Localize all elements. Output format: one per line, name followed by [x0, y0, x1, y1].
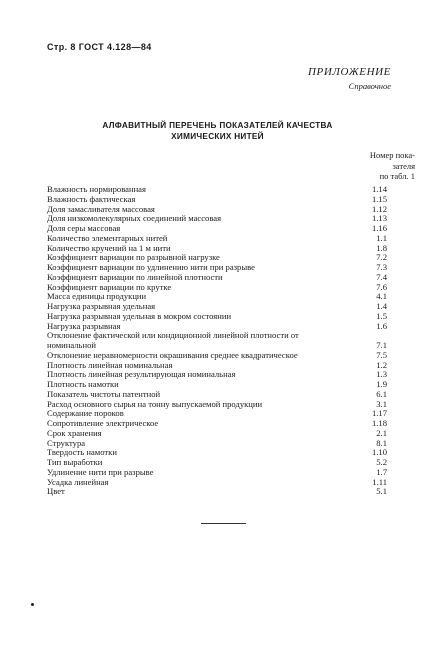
- item-name: Сопротивление электрическое: [47, 418, 159, 428]
- list-item: [47, 478, 387, 488]
- item-ref: 1.15: [371, 193, 387, 204]
- item-name: Показатель чистоты патентной: [47, 388, 161, 399]
- item-ref: 7.2: [376, 252, 387, 263]
- item-name: Нагрузка разрывная: [47, 320, 121, 331]
- item-name: Срок хранения: [47, 427, 102, 438]
- list-item: [47, 429, 387, 439]
- item-name: Расход основного сырья на тонну выпускаемой продукции: [47, 398, 263, 409]
- list-item: [47, 331, 387, 351]
- item-ref: 1.8: [376, 242, 387, 253]
- column-header-line-3: по табл. 1: [379, 171, 415, 181]
- indicator-list: [47, 185, 387, 497]
- item-ref: 1.16: [371, 223, 387, 233]
- item-name: Цвет: [47, 486, 65, 497]
- item-name: Доля серы массовая: [47, 223, 121, 233]
- item-name: Количество элементарных нитей: [47, 232, 168, 243]
- item-ref: 3.1: [376, 398, 387, 409]
- item-name: Структура: [47, 437, 86, 448]
- item-ref: 1.14: [371, 184, 387, 194]
- list-item: [47, 487, 387, 497]
- item-ref: 1.10: [371, 447, 387, 458]
- item-name: Нагрузка разрывная удельная: [47, 301, 156, 311]
- item-ref: 7.4: [376, 271, 387, 282]
- item-name: Коэффициент вариации по линейной плотности: [47, 271, 223, 282]
- item-name: Коэффициент вариации по крутке: [47, 281, 172, 292]
- item-name: Содержание пороков: [47, 408, 124, 419]
- item-name: Усадка линейная: [47, 476, 109, 487]
- item-ref: 1.9: [376, 379, 387, 389]
- scan-mark: [31, 603, 34, 606]
- item-ref: 1.2: [376, 359, 387, 370]
- item-ref: 1.11: [372, 476, 387, 487]
- item-ref: 1.12: [371, 203, 387, 214]
- item-name: Масса единицы продукции: [47, 291, 147, 302]
- item-ref: 5.1: [376, 486, 387, 497]
- item-ref: 1.17: [371, 408, 387, 419]
- item-ref: 4.1: [376, 291, 387, 302]
- page-header: Стр. 8 ГОСТ 4.128—84: [47, 42, 152, 52]
- item-name: Нагрузка разрывная удельная в мокром состоянии: [47, 310, 232, 321]
- item-name: Тип выработки: [47, 457, 103, 467]
- item-name: Коэффициент вариации по удлинению нити при разрыве: [47, 262, 255, 272]
- item-ref: 7.3: [376, 262, 387, 272]
- item-name: Коэффициент вариации по разрывной нагрузке: [47, 252, 220, 263]
- item-ref: 6.1: [376, 388, 387, 399]
- column-header-line-2: зателя: [392, 160, 415, 171]
- item-ref: 7.5: [376, 349, 387, 360]
- item-name: Плотность линейная результирующая номинальная: [47, 369, 236, 380]
- item-ref: 1.13: [371, 213, 387, 224]
- item-name: Удлинение нити при разрыве: [47, 466, 154, 477]
- item-ref: 1.4: [376, 301, 387, 311]
- title-line-1: АЛФАВИТНЫЙ ПЕРЕЧЕНЬ ПОКАЗАТЕЛЕЙ КАЧЕСТВА: [102, 121, 333, 130]
- item-ref: 1.7: [376, 466, 387, 477]
- item-ref: 7.6: [376, 281, 387, 292]
- item-ref: 1.5: [376, 310, 387, 321]
- item-ref: 1.18: [371, 418, 387, 428]
- item-name: Доля низкомолекулярных соединений массовая: [47, 213, 222, 224]
- end-divider: [201, 523, 246, 524]
- item-name: Отклонение фактической или кондиционной линейной плотности от номинальной: [47, 330, 299, 350]
- item-name: Твердость намотки: [47, 447, 117, 458]
- item-ref: 7.1: [376, 340, 387, 350]
- appendix-subtitle: Справочное: [348, 81, 391, 91]
- item-name: Количество кручений на 1 м нити: [47, 242, 171, 253]
- item-name: Плотность намотки: [47, 379, 119, 389]
- item-ref: 2.1: [376, 427, 387, 438]
- item-name: Отклонение неравномерности окрашивания среднее квадратическое: [47, 349, 298, 360]
- item-name: Доля замасливателя массовая: [47, 203, 155, 214]
- item-ref: 5.2: [376, 457, 387, 467]
- title-line-2: ХИМИЧЕСКИХ НИТЕЙ: [171, 131, 264, 141]
- item-ref: 1.1: [376, 232, 387, 243]
- document-title: [0, 121, 435, 142]
- column-header-line-1: Номер пока-: [369, 150, 415, 160]
- column-header: [345, 150, 415, 182]
- appendix-title: ПРИЛОЖЕНИЕ: [308, 66, 391, 78]
- item-name: Влажность нормированная: [47, 184, 146, 194]
- item-ref: 8.1: [376, 437, 387, 448]
- item-name: Плотность линейная номинальная: [47, 359, 173, 370]
- item-name: Влажность фактическая: [47, 193, 136, 204]
- item-ref: 1.3: [376, 369, 387, 380]
- item-ref: 1.6: [376, 320, 387, 331]
